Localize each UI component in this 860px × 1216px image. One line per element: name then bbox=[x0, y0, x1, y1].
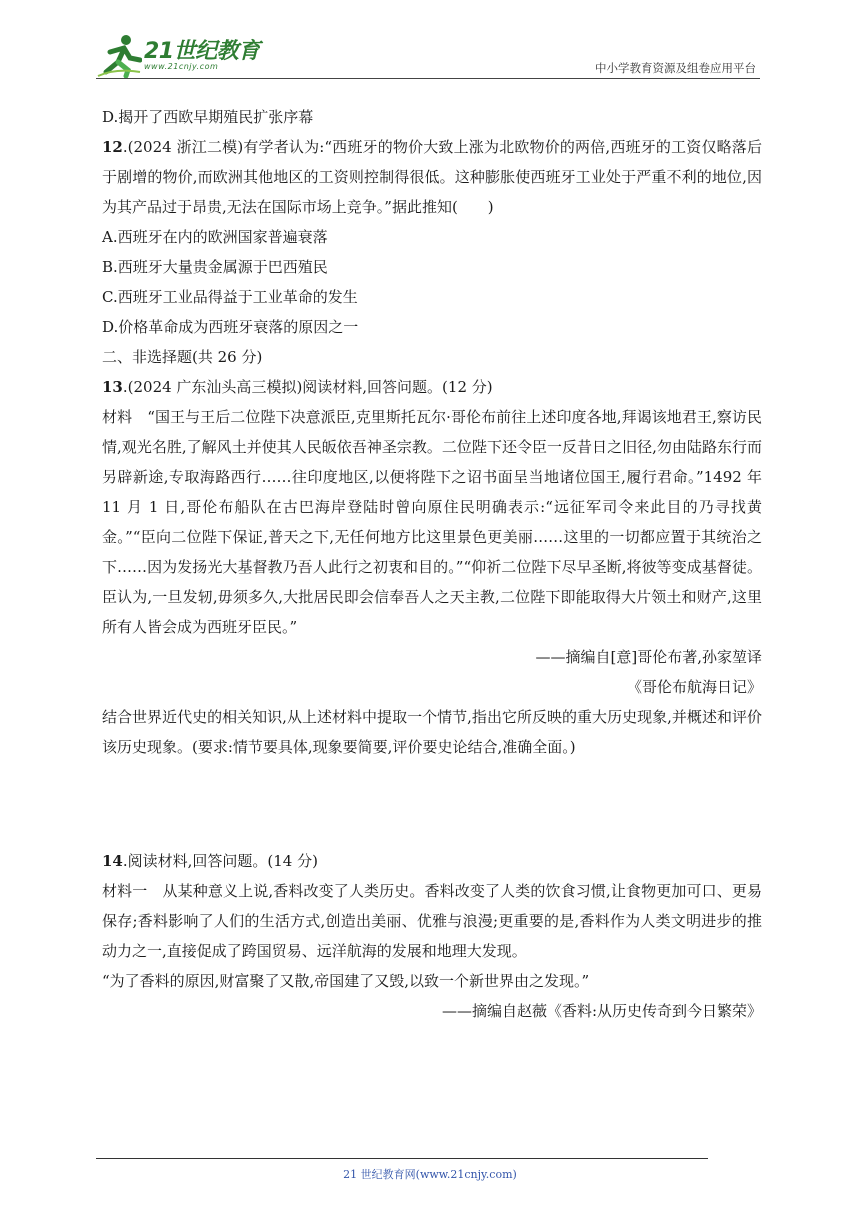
q14-material-1: 材料一 从某种意义上说,香料改变了人类历史。香料改变了人类的饮食习惯,让食物更加可口、更易保存;香料影响了人们的生活方式,创造出美丽、优雅与浪漫;更重要的是,香料作为人类文明进步的推动力之一,直接促成了跨国贸易、远洋航海的发展和地理大发现。 bbox=[102, 882, 762, 960]
header-divider bbox=[96, 78, 760, 79]
q14-quote: “为了香料的原因,财富聚了又散,帝国建了又毁,以致一个新世界由之发现。” bbox=[102, 972, 590, 990]
q14-source: ——摘编自赵薇《香料:从历史传奇到今日繁荣》 bbox=[441, 1002, 762, 1020]
q13-stem bbox=[102, 372, 762, 402]
page-content bbox=[102, 102, 762, 1026]
logo-text: 21世纪教育 bbox=[144, 39, 260, 64]
header-platform-name: 中小学教育资源及组卷应用平台 bbox=[595, 61, 756, 75]
q14-number: 14 bbox=[102, 852, 123, 870]
q13-number: 13 bbox=[102, 378, 123, 396]
q12-stem-text: .(2024 浙江二模)有学者认为:“西班牙的物价大致上涨为北欧物价的两倍,西班牙的工资仅略落后于剧增的物价,而欧洲其他地区的工资则控制得很低。这种膨胀使西班牙工业处于严重不利的地位,因为其产品过于昂贵,无法在国际市场上竞争。”据此推知( ) bbox=[102, 138, 762, 216]
footer-text: 21 世纪教育网(www.21cnjy.com) bbox=[343, 1168, 517, 1181]
runner-logo-icon bbox=[96, 32, 142, 78]
q11-option-d: D.揭开了西欧早期殖民扩张序幕 bbox=[102, 108, 314, 126]
q12-stem bbox=[102, 132, 762, 222]
logo bbox=[96, 30, 266, 80]
q12-option-d: D.价格革命成为西班牙衰落的原因之一 bbox=[102, 318, 359, 336]
footer-divider bbox=[96, 1158, 708, 1159]
page-header bbox=[96, 30, 760, 80]
q12-option-c: C.西班牙工业品得益于工业革命的发生 bbox=[102, 288, 358, 306]
logo-url: www.21cnjy.com bbox=[144, 62, 219, 71]
q14-stem-text: .阅读材料,回答问题。(14 分) bbox=[122, 852, 318, 870]
q14-stem bbox=[102, 846, 762, 876]
q13-source-author: ——摘编自[意]哥伦布著,孙家堃译 bbox=[535, 648, 762, 666]
section2-title: 二、非选择题(共 26 分) bbox=[102, 348, 263, 366]
q12-option-a: A.西班牙在内的欧洲国家普遍衰落 bbox=[102, 228, 328, 246]
q12-number: 12 bbox=[102, 138, 123, 156]
q13-material: 材料 “国王与王后二位陛下决意派臣,克里斯托瓦尔·哥伦布前往上述印度各地,拜谒该地君王,察访民情,观光名胜,了解风土并使其人民皈依吾神圣宗教。二位陛下还令臣一反昔日之旧径,勿由陆路东行而另辟新途,专取海路西行……往印度地区,以便将陛下之诏书面呈当地诸位国王,履行君命。”1492 年 11 月 1 日,哥伦布船队在古巴海岸登陆时曾向原住民明确表示:“远征军司令来此目的乃寻找黄金。”“臣向二位陛下保证,普天之下,无任何地方比这里景色更美丽……这里的一切都应置于其统治之下……因为发扬光大基督教乃吾人此行之初衷和目的。”“仰祈二位陛下尽早圣断,将彼等变成基督徒。臣认为,一旦发轫,毋须多久,大批居民即会信奉吾人之天主教,二位陛下即能取得大片领土和财产,这里所有人皆会成为西班牙臣民。” bbox=[102, 408, 762, 636]
q13-source-book: 《哥伦布航海日记》 bbox=[626, 678, 762, 696]
answer-space bbox=[102, 762, 762, 846]
q13-question: 结合世界近代史的相关知识,从上述材料中提取一个情节,指出它所反映的重大历史现象,并概述和评价该历史现象。(要求:情节要具体,现象要简要,评价要史论结合,准确全面。) bbox=[102, 708, 762, 756]
q13-stem-text: .(2024 广东汕头高三模拟)阅读材料,回答问题。(12 分) bbox=[122, 378, 493, 396]
q12-option-b: B.西班牙大量贵金属源于巴西殖民 bbox=[102, 258, 328, 276]
